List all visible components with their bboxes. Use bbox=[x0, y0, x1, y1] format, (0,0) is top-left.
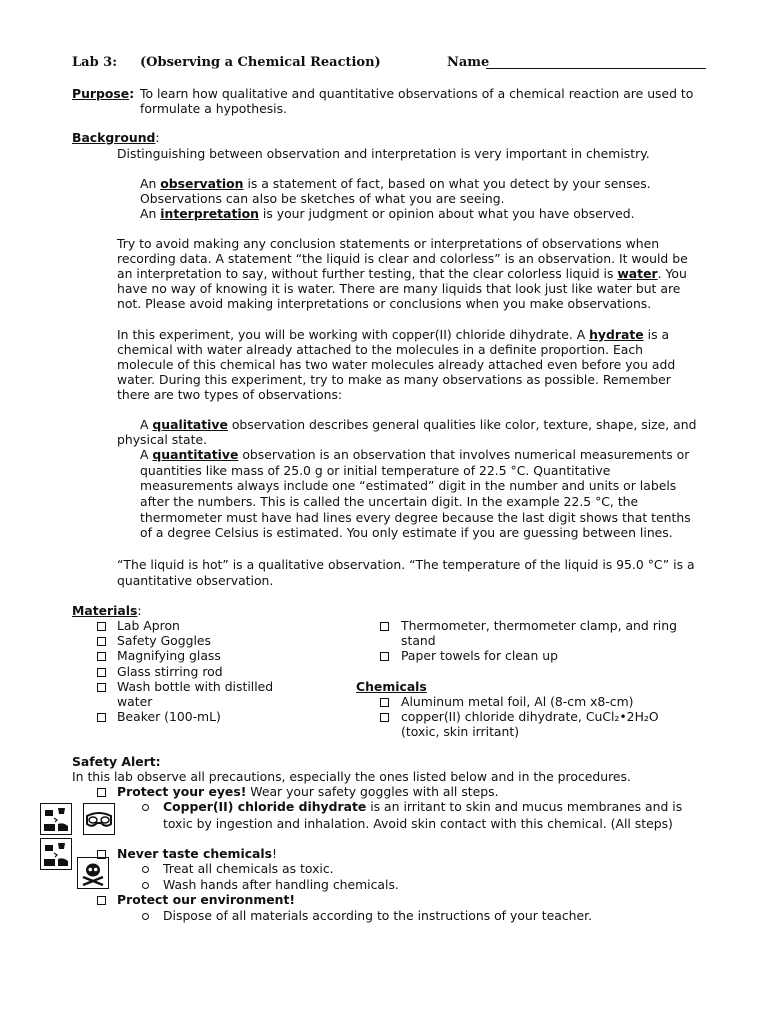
material-item: Lab Apron bbox=[117, 618, 180, 633]
quantitative-line-5: thermometer must have had lines every degree because the last digit shows that tenths bbox=[140, 510, 691, 525]
corrosive-hazard-icon bbox=[40, 838, 72, 870]
checkbox[interactable] bbox=[97, 652, 106, 661]
quantitative-definition: A quantitative observation is an observation that involves numerical measurements or bbox=[140, 447, 690, 462]
safety-heading: Safety Alert: bbox=[72, 754, 161, 769]
name-label: Name bbox=[447, 55, 490, 70]
paragraph-2-line-2: chemical with water already attached to the molecules in a definite proportion. Each bbox=[117, 342, 644, 357]
material-item: Paper towels for clean up bbox=[401, 648, 559, 663]
checkbox[interactable] bbox=[97, 713, 106, 722]
chemical-item: copper(II) chloride dihydrate, CuCl₂•2H₂O bbox=[401, 709, 659, 724]
observation-definition-2: Observations can also be sketches of what you are seeing. bbox=[140, 191, 505, 206]
material-item: Magnifying glass bbox=[117, 648, 221, 663]
interpretation-definition: An interpretation is your judgment or opinion about what you have observed. bbox=[140, 206, 635, 221]
checkbox[interactable] bbox=[97, 622, 106, 631]
example-line-2: quantitative observation. bbox=[117, 573, 274, 588]
material-item: Glass stirring rod bbox=[117, 664, 223, 679]
material-item: Safety Goggles bbox=[117, 633, 212, 648]
checkbox[interactable] bbox=[380, 622, 389, 631]
quantitative-line-2: quantities like mass of 25.0 g or initial temperature of 22.5 °C. Quantitative bbox=[140, 463, 611, 478]
checkbox[interactable] bbox=[97, 788, 106, 797]
checkbox[interactable] bbox=[380, 652, 389, 661]
paragraph-1-line-3: an interpretation to say, without further testing, that the clear colorless liquid is water. You bbox=[117, 266, 687, 281]
checkbox[interactable] bbox=[97, 683, 106, 692]
paragraph-2-line-5: there are two types of observations: bbox=[117, 387, 343, 402]
bullet-circle bbox=[142, 882, 149, 889]
quantitative-line-3: measurements always include one “estimated” digit in the number and units or labels bbox=[140, 478, 677, 493]
bullet-circle bbox=[142, 866, 149, 873]
bullet-circle bbox=[142, 804, 149, 811]
corrosive-hazard-icon bbox=[40, 803, 72, 835]
name-blank bbox=[486, 68, 706, 69]
material-item: Thermometer, thermometer clamp, and ring bbox=[401, 618, 677, 633]
skull-crossbones-icon bbox=[77, 857, 109, 889]
paragraph-1-line-5: not. Please avoid making interpretations or conclusions when you make observations. bbox=[117, 296, 652, 311]
background-heading: Background: bbox=[72, 130, 160, 145]
safety-taste-item: Treat all chemicals as toxic. bbox=[163, 861, 334, 876]
checkbox[interactable] bbox=[380, 698, 389, 707]
qualitative-definition: A qualitative observation describes general qualities like color, texture, shape, size, and bbox=[140, 417, 697, 432]
paragraph-1-line-1: Try to avoid making any conclusion statements or interpretations of observations when bbox=[117, 236, 660, 251]
chemical-item-cont: (toxic, skin irritant) bbox=[401, 724, 520, 739]
material-item: Wash bottle with distilled bbox=[117, 679, 274, 694]
checkbox[interactable] bbox=[97, 668, 106, 677]
observation-definition: An observation is a statement of fact, based on what you detect by your senses. bbox=[140, 176, 651, 191]
safety-taste: Never taste chemicals! bbox=[117, 846, 278, 861]
checkbox[interactable] bbox=[380, 713, 389, 722]
example-line-1: “The liquid is hot” is a qualitative observation. “The temperature of the liquid is 95.0 °C” is a bbox=[117, 557, 695, 572]
purpose-line-2: formulate a hypothesis. bbox=[140, 101, 287, 116]
background-intro: Distinguishing between observation and interpretation is very important in chemistry. bbox=[117, 146, 650, 161]
paragraph-2-line-4: water. During this experiment, try to make as many observations as possible. Remember bbox=[117, 372, 671, 387]
lab-number: Lab 3: bbox=[72, 55, 118, 70]
safety-intro: In this lab observe all precautions, especially the ones listed below and in the procedures. bbox=[72, 769, 631, 784]
paragraph-2-line-1: In this experiment, you will be working with copper(II) chloride dihydrate. A hydrate is a bbox=[117, 327, 670, 342]
chemical-item: Aluminum metal foil, Al (8-cm x8-cm) bbox=[401, 694, 634, 709]
checkbox[interactable] bbox=[97, 850, 106, 859]
materials-heading: Materials: bbox=[72, 603, 142, 618]
goggles-icon bbox=[83, 803, 115, 835]
safety-environment-item: Dispose of all materials according to the instructions of your teacher. bbox=[163, 908, 593, 923]
safety-taste-item: Wash hands after handling chemicals. bbox=[163, 877, 399, 892]
paragraph-2-line-3: molecule of this chemical has two water molecules already attached even before you add bbox=[117, 357, 676, 372]
material-item-cont: water bbox=[117, 694, 153, 709]
quantitative-line-4: after the numbers. This is called the uncertain digit. In the example 22.5 °C, the bbox=[140, 494, 639, 509]
material-item: Beaker (100-mL) bbox=[117, 709, 221, 724]
lab-title: (Observing a Chemical Reaction) bbox=[140, 55, 381, 70]
paragraph-1-line-4: have no way of knowing it is water. There are many liquids that look just like water but are bbox=[117, 281, 681, 296]
purpose-heading: Purpose: bbox=[72, 86, 135, 101]
checkbox[interactable] bbox=[97, 637, 106, 646]
safety-environment: Protect our environment! bbox=[117, 892, 296, 907]
bullet-circle bbox=[142, 913, 149, 920]
paragraph-1-line-2: recording data. A statement “the liquid is clear and colorless” is an observation. It would be bbox=[117, 251, 688, 266]
checkbox[interactable] bbox=[97, 896, 106, 905]
purpose-line-1: To learn how qualitative and quantitative observations of a chemical reaction are used to bbox=[140, 86, 694, 101]
qualitative-definition-2: physical state. bbox=[117, 432, 208, 447]
safety-copper-2: toxic by ingestion and inhalation. Avoid skin contact with this chemical. (All steps) bbox=[163, 816, 673, 831]
chemicals-heading: Chemicals bbox=[356, 679, 427, 694]
safety-copper: Copper(II) chloride dihydrate is an irritant to skin and mucus membranes and is bbox=[163, 799, 683, 814]
quantitative-line-6: of a degree Celsius is estimated. You only estimate if you are guessing between lines. bbox=[140, 525, 673, 540]
safety-eyes: Protect your eyes! Wear your safety goggles with all steps. bbox=[117, 784, 499, 799]
material-item-cont: stand bbox=[401, 633, 436, 648]
